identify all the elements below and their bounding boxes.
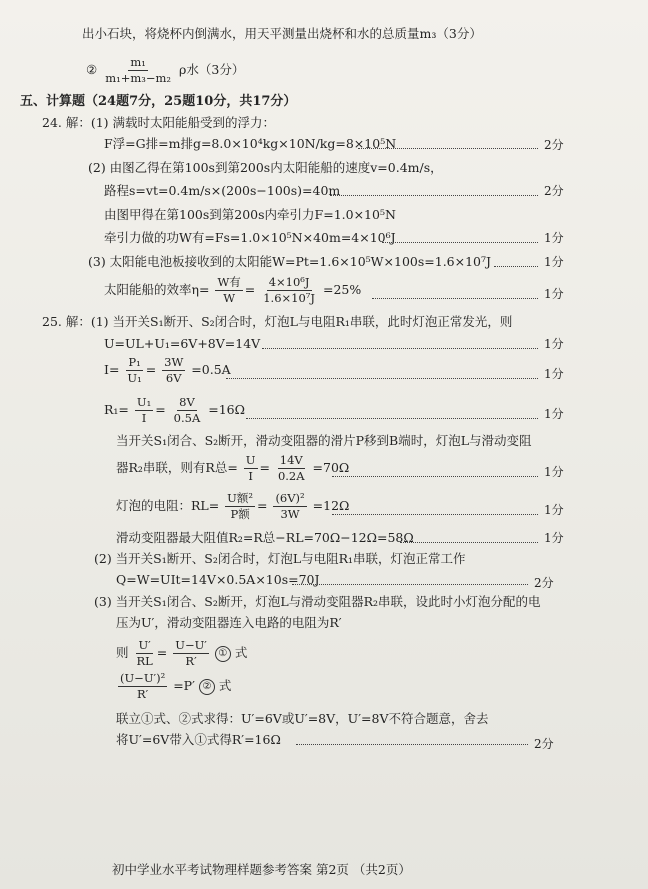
q24-line-5: 由图甲得在第100s到第200s内牵引力F=1.0×10⁵N — [104, 207, 396, 222]
q25-current: I= $\frac{\text{P₁}}{\text{U₁}}$ = $\frac{3W}{6V}$ =0.5A — [104, 355, 231, 385]
q25-line-9: (2) 当开关S₁断开、S₂闭合时，灯泡L与电阻R₁串联，灯泡正常工作 — [94, 551, 466, 566]
dot-leader — [400, 542, 538, 543]
score: 2分 — [544, 138, 564, 152]
q25-r1: R₁= $\frac{\text{U₁}}{I}$ = $\frac{8V}{0.5A}$ =16Ω — [104, 395, 245, 425]
score: 2分 — [534, 737, 554, 751]
fraction: $\frac{U'}{RL}$ — [136, 638, 153, 668]
dot-leader — [330, 195, 538, 196]
score: 1分 — [544, 255, 564, 269]
fraction: $\frac{14V}{0.2A}$ — [277, 453, 305, 483]
intro-line: 出小石块，将烧杯内倒满水，用天平测量出烧杯和水的总质量m₃（3分） — [82, 26, 482, 41]
q24-line-4: 路程s=vt=0.4m/s×(200s−100s)=40m — [104, 183, 341, 198]
score: 1分 — [544, 531, 564, 545]
dot-leader — [332, 476, 538, 477]
q25-line-8: 滑动变阻器最大阻值R₂=R总−RL=70Ω−12Ω=58Ω — [116, 530, 414, 545]
score: 2分 — [534, 576, 554, 590]
q24-line-6: 牵引力做的功W有=Fs=1.0×10⁵N×40m=4×10⁶J — [104, 230, 396, 245]
score: 1分 — [544, 407, 564, 421]
dot-leader — [246, 418, 538, 419]
q24-line-7: (3) 太阳能电池板接收到的太阳能W=Pt=1.6×10⁵W×100s=1.6×10⁷J — [88, 254, 492, 269]
fraction: $\frac{\text{(U−U′)²}}{R'}$ — [120, 671, 166, 701]
q25-line-15: 联立①式、②式求得：U′=6V或U′=8V，U′=8V不符合题意，舍去 — [116, 711, 489, 726]
fraction: $\frac{\text{m₁}}{\text{m₁+m₃−m₂}}$ — [105, 55, 172, 85]
q24-line-2: F浮=G排=m排g=8.0×10⁴kg×10N/kg=8×10⁵N — [104, 136, 397, 151]
dot-leader — [262, 348, 538, 349]
dot-leader — [372, 298, 538, 299]
q25-line-5: 当开关S₁闭合、S₂断开，滑动变阻器的滑片P移到B端时，灯泡L与滑动变阻 — [116, 433, 532, 448]
fraction: $\frac{\text{U额²}}{\text{P额}}$ — [227, 491, 253, 521]
q25-line-11: (3) 当开关S₁闭合、S₂断开，灯泡L与滑动变阻器R₂串联，设此时小灯泡分配的电 — [94, 594, 541, 609]
score: 1分 — [544, 337, 564, 351]
q25-equation-2: $\frac{\text{(U−U′)²}}{R'}$ =P′ ② 式 — [120, 671, 232, 701]
q25-line-10: Q=W=UIt=14V×0.5A×10s=70J — [116, 572, 320, 587]
score: 1分 — [544, 231, 564, 245]
score: 1分 — [544, 465, 564, 479]
score: 1分 — [544, 367, 564, 381]
q24-line-1: 24. 解：(1) 满载时太阳能船受到的浮力： — [42, 115, 276, 130]
dot-leader — [494, 266, 538, 267]
score: 1分 — [544, 287, 564, 301]
section-title: 五、计算题（24题7分，25题10分，共17分） — [20, 94, 297, 109]
circled-number: ② — [199, 679, 215, 695]
q25-equation-1: 则 $\frac{U'}{RL}$ = $\frac{U-U'}{R'}$ ① 式 — [116, 638, 248, 668]
fraction: $\frac{\text{U₁}}{I}$ — [136, 395, 152, 425]
part2-answer: ② $\frac{\text{m₁}}{\text{m₁+m₃−m₂}}$ ρ水（3分） — [86, 55, 245, 85]
dot-leader — [296, 744, 528, 745]
dot-leader — [292, 584, 528, 585]
fraction: $\frac{\text{W有}}{W}$ — [217, 275, 241, 305]
score: 2分 — [544, 184, 564, 198]
dot-leader — [226, 378, 538, 379]
dot-leader — [332, 514, 538, 515]
fraction: $\frac{U}{I}$ — [245, 453, 256, 483]
dot-leader — [358, 148, 538, 149]
q25-line-2: U=UL+U₁=6V+8V=14V — [104, 336, 261, 351]
fraction: $\frac{\text{P₁}}{\text{U₁}}$ — [127, 355, 142, 385]
q25-total-resistance: 器R₂串联，则有R总= $\frac{U}{I}$ = $\frac{14V}{0.2A}$ =70Ω — [116, 453, 350, 483]
score: 1分 — [544, 503, 564, 517]
fraction: $\frac{8V}{0.5A}$ — [173, 395, 201, 425]
q25-line-16: 将U′=6V带入①式得R′=16Ω — [116, 732, 281, 747]
fraction: $\frac{\text{(6V)²}}{3W}$ — [275, 491, 305, 521]
q25-line-1: 25. 解：(1) 当开关S₁断开、S₂闭合时，灯泡L与电阻R₁串联，此时灯泡正常发光，则 — [42, 314, 513, 329]
page-footer: 初中学业水平考试物理样题参考答案 第2页 （共2页） — [112, 862, 411, 877]
q25-line-12: 压为U′，滑动变阻器连入电路的电阻为R′ — [116, 615, 342, 630]
q24-line-3: (2) 由图乙得在第100s到第200s内太阳能船的速度v=0.4m/s， — [88, 160, 443, 175]
q25-lamp-resistance: 灯泡的电阻：RL= $\frac{\text{U额²}}{\text{P额}}$ = $\frac{\text{(6V)²}}{3W}$ =12Ω — [116, 491, 350, 521]
fraction: $\frac{U-U'}{R'}$ — [175, 638, 207, 668]
q24-efficiency: 太阳能船的效率η= $\frac{\text{W有}}{W}$ = $\frac{\text{4×10⁶J}}{\text{1.6×10⁷J}}$ =25% — [104, 275, 362, 305]
fraction: $\frac{\text{4×10⁶J}}{\text{1.6×10⁷J}}$ — [263, 275, 316, 305]
dot-leader — [382, 242, 538, 243]
fraction: $\frac{3W}{6V}$ — [164, 355, 184, 385]
circled-number: ① — [215, 646, 231, 662]
circled-number: ② — [86, 62, 98, 77]
